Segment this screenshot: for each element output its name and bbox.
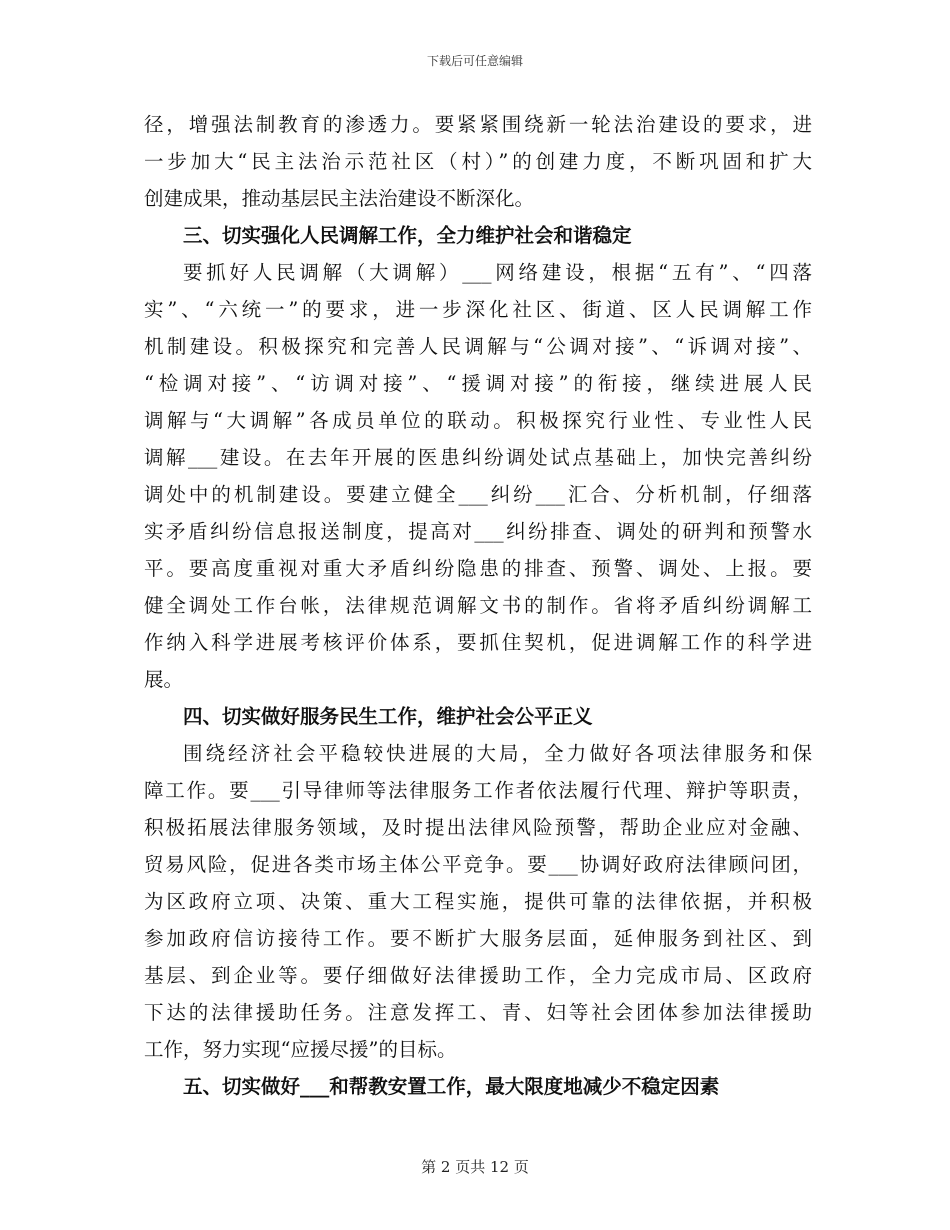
paragraph-line: 工作，努力实现“应援尽援”的目标。 — [144, 1038, 457, 1061]
document-body — [144, 106, 812, 1105]
paragraph-line: 平。要高度重视对重大矛盾纠纷隐患的排查、预警、调处、上报。要 — [144, 557, 812, 580]
paragraph-line: 基层、到企业等。要仔细做好法律援助工作，全力完成市局、区政府 — [144, 964, 812, 987]
paragraph-line: 实矛盾纠纷信息报送制度，提高对___纠纷排查、调处的研判和预警水 — [144, 520, 812, 543]
paragraph-line: 作纳入科学进展考核评价体系，要抓住契机，促进调解工作的科学进 — [144, 631, 812, 654]
section-heading-4: 四、切实做好服务民生工作，维护社会公平正义 — [183, 705, 593, 728]
page-number: 第 2 页共 12 页 — [421, 1158, 529, 1176]
paragraph-line: 围绕经济社会平稳较快进展的大局，全力做好各项法律服务和保 — [183, 742, 812, 765]
paragraph-line: “检调对接”、“访调对接”、“援调对接”的衔接，继续进展人民 — [144, 372, 812, 395]
paragraph-line: 调解___建设。在去年开展的医患纠纷调处试点基础上，加快完善纠纷 — [144, 446, 812, 469]
paragraph-line: 调解与“大调解”各成员单位的联动。积极探究行业性、专业性人民 — [144, 409, 812, 432]
paragraph-line: 为区政府立项、决策、重大工程实施，提供可靠的法律依据，并积极 — [144, 890, 812, 913]
paragraph-line: 障工作。要___引导律师等法律服务工作者依法履行代理、辩护等职责， — [144, 779, 812, 802]
paragraph-line: 下达的法律援助任务。注意发挥工、青、妇等社会团体参加法律援助 — [144, 1001, 812, 1024]
paragraph-line: 贸易风险，促进各类市场主体公平竞争。要___协调好政府法律顾问团， — [144, 853, 812, 876]
paragraph-line: 一步加大“民主法治示范社区（村）”的创建力度，不断巩固和扩大 — [144, 150, 812, 173]
paragraph-line: 积极拓展法律服务领域，及时提出法律风险预警，帮助企业应对金融、 — [144, 816, 812, 839]
paragraph-line: 参加政府信访接待工作。要不断扩大服务层面，延伸服务到社区、到 — [144, 927, 812, 950]
paragraph-line: 要抓好人民调解（大调解）___网络建设，根据“五有”、“四落 — [183, 261, 812, 284]
paragraph-line: 径，增强法制教育的渗透力。要紧紧围绕新一轮法治建设的要求，进 — [144, 113, 812, 136]
paragraph-line: 展。 — [144, 668, 184, 691]
section-heading-3: 三、切实强化人民调解工作，全力维护社会和谐稳定 — [183, 224, 632, 247]
page-header-note: 下载后可任意编辑 — [426, 54, 523, 68]
paragraph-line: 调处中的机制建设。要建立健全___纠纷___汇合、分析机制，仔细落 — [144, 483, 812, 506]
paragraph-line: 机制建设。积极探究和完善人民调解与“公调对接”、“诉调对接”、 — [144, 335, 812, 358]
paragraph-line: 健全调处工作台帐，法律规范调解文书的制作。省将矛盾纠纷调解工 — [144, 594, 812, 617]
section-heading-5: 五、切实做好___和帮教安置工作，最大限度地减少不稳定因素 — [183, 1075, 720, 1098]
paragraph-line: 创建成果，推动基层民主法治建设不断深化。 — [144, 187, 535, 210]
paragraph-line: 实”、“六统一”的要求，进一步深化社区、街道、区人民调解工作 — [144, 298, 812, 321]
